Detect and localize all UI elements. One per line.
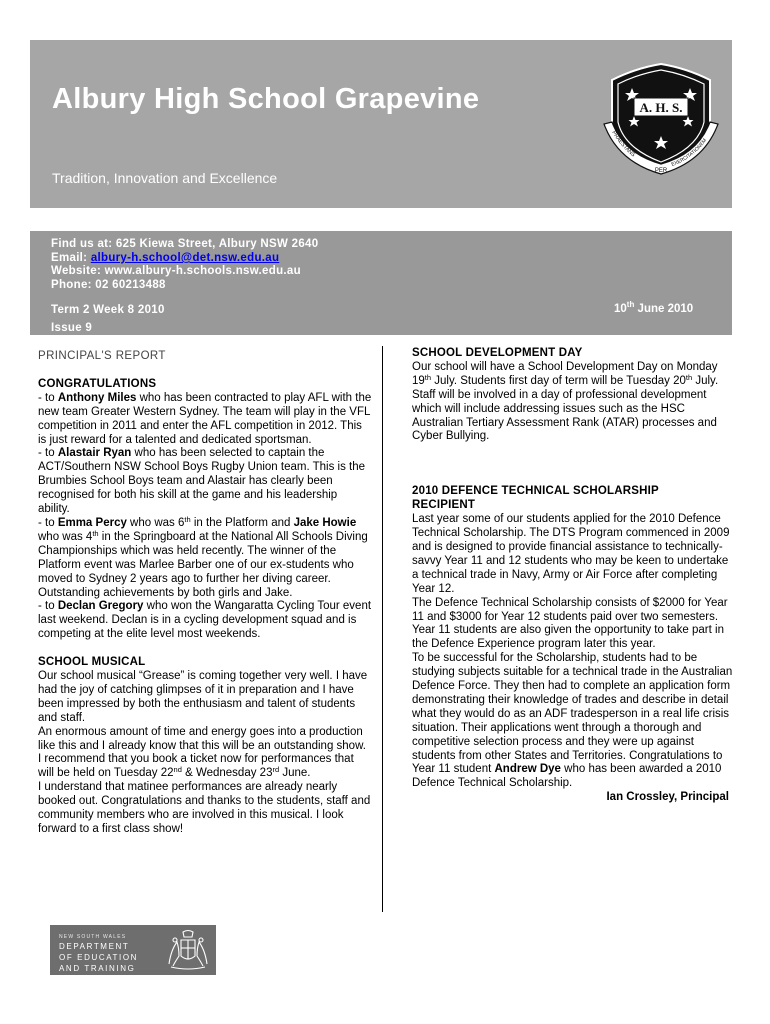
email-label: Email: xyxy=(51,252,91,264)
dts-paragraph-3: To be successful for the Scholarship, students had to be studying subjects suitable for a technical trade in the Australian Defence Force. They then had to complete an application form demonstrating their knowledge of trades and describe in detail what they would do as an ADF tradesperson in a real life crisis situation. Their applications went through a thorough and competitive selection process and they were up against students from other States and Territories. Congratulations to Year 11 student Andrew Dye who has been awarded a 2010 Defence Technical Scholarship. xyxy=(412,652,733,790)
newsletter-title: Albury High School Grapevine xyxy=(52,83,480,115)
heading-congratulations: CONGRATULATIONS xyxy=(38,377,157,390)
website-line: Website: www.albury-h.schools.nsw.edu.au xyxy=(51,265,301,277)
section-title-principal-report: PRINCIPAL'S REPORT xyxy=(38,350,166,362)
right-column xyxy=(412,347,734,805)
issue-date: 10th June 2010 xyxy=(614,300,694,315)
sdd-paragraph-1: Our school will have a School Development Day on Monday 19th July. Students first day of term will be Tuesday 20th July. xyxy=(412,360,719,387)
issue-line: Issue 9 xyxy=(51,322,93,334)
heading-defence-scholarship-2: RECIPIENT xyxy=(412,499,476,512)
dts-paragraph-2: The Defence Technical Scholarship consists of $2000 for Year 11 and $3000 for Year 12 students paid over two semesters. Year 11 students are also given the opportunity to take part in the Defence Experience program later this year. xyxy=(412,596,728,651)
congrats-alastair-ryan: - to Alastair Ryan who has been selected to captain the ACT/Southern NSW School Boys Rugby Union team. This is the Brumbies School Boys team and Alastair has clearly been recognised for both his skill at the game and his leadership ability. xyxy=(38,447,366,516)
heading-defence-scholarship: 2010 DEFENCE TECHNICAL SCHOLARSHIP xyxy=(412,485,659,498)
congrats-declan-gregory: - to Declan Gregory who won the Wangaratta Cycling Tour event last weekend. Declan is in a cycling development squad and is competing at the elite level most weekends. xyxy=(38,600,372,641)
department-logo-text: NEW SOUTH WALES DEPARTMENT OF EDUCATION AND TRAINING xyxy=(59,934,139,973)
musical-paragraph-3: I understand that matinee performances are already nearly booked out. Congratulations and thanks to the students, staff and community members who are involved in this musical. I look forward to a first class show! xyxy=(38,781,371,835)
dts-paragraph-1: Last year some of our students applied for the 2010 Defence Technical Scholarship. The DTS Program commenced in 2009 and is designed to provide financial assistance to technically-savvy Year 11 and 12 students who may be keen to undertake a technical trade in Navy, Army or Air Force after completing Year 12. xyxy=(412,513,730,595)
email-line xyxy=(51,252,279,264)
phone-line: Phone: 02 60213488 xyxy=(51,279,166,291)
school-motto: Tradition, Innovation and Excellence xyxy=(52,170,278,186)
address-line: Find us at: 625 Kiewa Street, Albury NSW 2640 xyxy=(51,238,319,250)
term-line: Term 2 Week 8 2010 xyxy=(51,304,165,316)
musical-paragraph-2: An enormous amount of time and energy goes into a production like this and I already know that this will be an outstanding show. I recommend that you book a ticket now for performances that will be held on Tuesday 22nd & Wednesday 23rd June. xyxy=(38,725,366,780)
musical-paragraph-1: Our school musical “Grease” is coming together very well. I have had the joy of catching glimpses of it in preparation and I have been impressed by both the enthusiasm and talent of students and staff. xyxy=(38,670,368,724)
left-column xyxy=(38,350,372,837)
principal-signature: Ian Crossley, Principal xyxy=(606,791,729,804)
crest-letters: A. H. S. xyxy=(639,100,683,115)
crest-ribbon-middle: PER xyxy=(654,168,668,174)
sdd-paragraph-2: Staff will be involved in a day of professional development which will include addressing issues such as the HSC Australian Tertiary Assessment Rank (ATAR) processes and Cyber Bullying. xyxy=(412,388,717,443)
congrats-emma-percy-jake-howie: - to Emma Percy who was 6th in the Platform and Jake Howie who was 4th in the Springboard at the National All Schools Diving Championships which was held recently. The winner of the Platform event was Marlee Barber one of our ex-students who moved to Sydney 2 years ago to further her diving career. Outstanding achievements by both girls and Jake. xyxy=(38,514,368,599)
congrats-anthony-miles: - to Anthony Miles who has been contracted to play AFL with the new team Greater Western Sydney. The team will play in the VFL competition in 2011 and enter the AFL competition in 2012. This is just reward for a talented and dedicated sportsman. xyxy=(38,391,372,446)
heading-school-development-day: SCHOOL DEVELOPMENT DAY xyxy=(412,347,583,359)
school-crest-icon xyxy=(598,58,724,184)
crest-ribbon-left: PRAESTANS xyxy=(610,129,637,159)
column-divider xyxy=(382,346,383,912)
crest-ribbon-right: EXERCITATIONEM xyxy=(670,137,709,168)
coat-of-arms-icon xyxy=(163,928,213,972)
email-link[interactable]: albury-h.school@det.nsw.edu.au xyxy=(90,252,280,264)
heading-school-musical: SCHOOL MUSICAL xyxy=(38,656,146,669)
